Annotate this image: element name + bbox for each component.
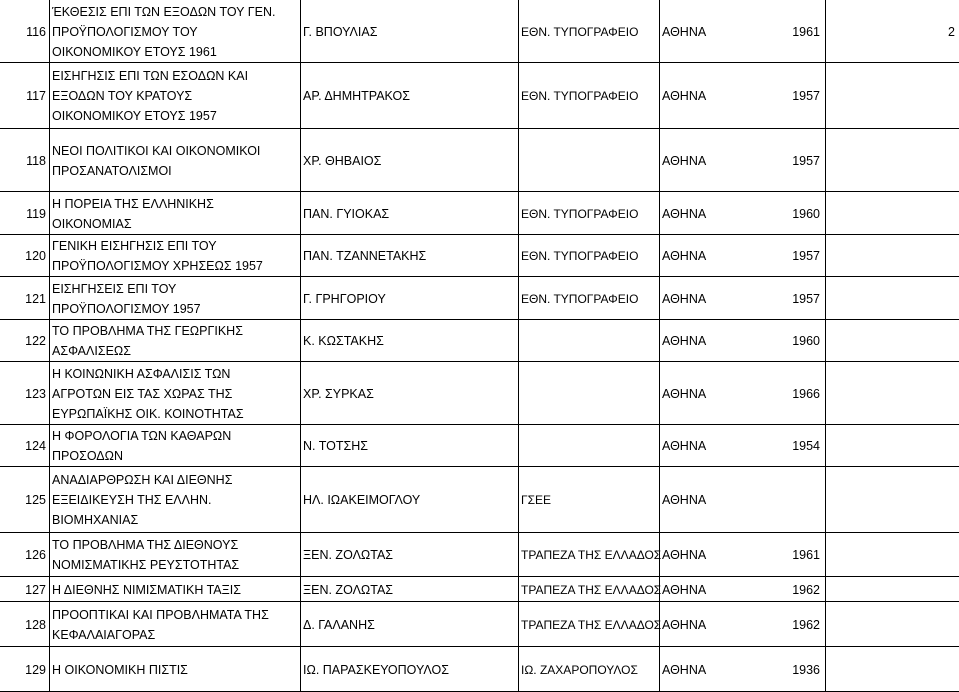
author: ΞΕΝ. ΖΟΛΩΤΑΣ bbox=[303, 548, 394, 562]
copies: 2 bbox=[948, 24, 955, 39]
book-title-line: ΤΟ ΠΡΟΒΛΗΜΑ ΤΗΣ ΔΙΕΘΝΟΥΣ bbox=[52, 538, 239, 552]
year: 1960 bbox=[792, 206, 820, 221]
year: 1962 bbox=[792, 582, 820, 597]
city: ΑΘΗΝΑ bbox=[662, 334, 707, 348]
row-number: 125 bbox=[25, 493, 46, 507]
year: 1966 bbox=[792, 386, 820, 401]
table-row bbox=[0, 577, 959, 602]
book-title bbox=[50, 362, 298, 425]
city: ΑΘΗΝΑ bbox=[662, 24, 707, 39]
book-title-line: ΕΞΕΙΔΙΚΕΥΣΗ ΤΗΣ ΕΛΛΗΝ. bbox=[52, 493, 212, 507]
copies bbox=[826, 277, 959, 320]
author: Γ. ΒΠΟΥΛΙΑΣ bbox=[303, 24, 378, 39]
book-title-line: Η ΦΟΡΟΛΟΓΙΑ ΤΩΝ ΚΑΘΑΡΩΝ bbox=[52, 429, 232, 443]
publisher bbox=[519, 362, 658, 425]
book-title-line: ΕΞΟΔΩΝ ΤΟΥ ΚΡΑΤΟΥΣ bbox=[52, 89, 193, 103]
table-row bbox=[0, 425, 959, 467]
publisher: ΤΡΑΠΕΖΑ ΤΗΣ ΕΛΛΑΔΟΣ bbox=[521, 617, 662, 632]
book-title bbox=[50, 602, 298, 647]
book-title bbox=[50, 533, 298, 577]
publisher: ΓΣΕΕ bbox=[521, 493, 552, 507]
publisher: ΙΩ. ΖΑΧΑΡΟΠΟΥΛΟΣ bbox=[521, 662, 638, 677]
book-title bbox=[50, 129, 298, 192]
copies bbox=[826, 577, 959, 602]
book-title bbox=[50, 577, 298, 602]
book-title bbox=[50, 467, 298, 533]
author: ΙΩ. ΠΑΡΑΣΚΕΥΟΠΟΥΛΟΣ bbox=[303, 662, 449, 677]
year: 1954 bbox=[792, 439, 820, 453]
author: Γ. ΓΡΗΓΟΡΙΟΥ bbox=[303, 291, 386, 306]
book-title-line: ΠΡΟΫΠΟΛΟΓΙΣΜΟΥ ΤΟΥ bbox=[52, 24, 198, 39]
table-row bbox=[0, 467, 959, 533]
copies bbox=[826, 63, 959, 129]
city: ΑΘΗΝΑ bbox=[662, 548, 707, 562]
row-number: 128 bbox=[25, 617, 46, 632]
table-row bbox=[0, 533, 959, 577]
table-row bbox=[0, 63, 959, 129]
publisher: ΕΘΝ. ΤΥΠΟΓΡΑΦΕΙΟ bbox=[521, 24, 639, 39]
city: ΑΘΗΝΑ bbox=[662, 582, 707, 597]
copies bbox=[826, 425, 959, 467]
year: 1957 bbox=[792, 89, 820, 103]
table-row bbox=[0, 0, 959, 63]
author: Δ. ΓΑΛΑΝΗΣ bbox=[303, 617, 375, 632]
copies bbox=[826, 362, 959, 425]
book-title-line: Η ΟΙΚΟΝΟΜΙΚΗ ΠΙΣΤΙΣ bbox=[52, 662, 188, 677]
city: ΑΘΗΝΑ bbox=[662, 291, 707, 306]
book-title-line: Η ΔΙΕΘΝΗΣ ΝΙΜΙΣΜΑΤΙΚΗ ΤΑΞΙΣ bbox=[52, 582, 241, 597]
row-number: 123 bbox=[25, 386, 46, 401]
row-number: 119 bbox=[26, 206, 46, 221]
row-number: 127 bbox=[25, 582, 46, 597]
table-row bbox=[0, 235, 959, 277]
book-title-line: ΝΟΜΙΣΜΑΤΙΚΗΣ ΡΕΥΣΤΟΤΗΤΑΣ bbox=[52, 558, 240, 572]
city: ΑΘΗΝΑ bbox=[662, 493, 707, 507]
publisher: ΤΡΑΠΕΖΑ ΤΗΣ ΕΛΛΑΔΟΣ bbox=[521, 582, 662, 597]
table-row bbox=[0, 320, 959, 362]
row-number: 116 bbox=[26, 24, 46, 39]
year: 1962 bbox=[792, 617, 820, 632]
book-title bbox=[50, 63, 298, 129]
book-title-line: ΝΕΟΙ ΠΟΛΙΤΙΚΟΙ ΚΑΙ ΟΙΚΟΝΟΜΙΚΟΙ bbox=[52, 143, 261, 158]
book-title-line: ΠΡΟΣΑΝΑΤΟΛΙΣΜΟΙ bbox=[52, 163, 172, 178]
book-title-line: Η ΠΟΡΕΙΑ ΤΗΣ ΕΛΛΗΝΙΚΗΣ bbox=[52, 196, 214, 211]
book-title-line: ΟΙΚΟΝΟΜΙΚΟΥ ΕΤΟΥΣ 1957 bbox=[52, 109, 217, 123]
table-row bbox=[0, 129, 959, 192]
book-title-line: ΠΡΟΟΠΤΙΚΑΙ ΚΑΙ ΠΡΟΒΛΗΜΑΤΑ ΤΗΣ bbox=[52, 607, 269, 622]
book-title-line: ΠΡΟΣΟΔΩΝ bbox=[52, 449, 123, 463]
city: ΑΘΗΝΑ bbox=[662, 662, 707, 677]
year: 1957 bbox=[792, 291, 820, 306]
row-number: 120 bbox=[25, 249, 46, 263]
author: ΠΑΝ. ΤΖΑΝΝΕΤΑΚΗΣ bbox=[303, 249, 427, 263]
publisher bbox=[519, 129, 658, 192]
book-title bbox=[50, 192, 298, 235]
book-title bbox=[50, 320, 298, 362]
book-title-line: ΓΕΝΙΚΗ ΕΙΣΗΓΗΣΙΣ ΕΠΙ ΤΟΥ bbox=[52, 239, 217, 253]
copies bbox=[826, 647, 959, 692]
book-title-line: ΟΙΚΟΝΟΜΙΑΣ bbox=[52, 216, 132, 231]
book-title-line: ΕΙΣΗΓΗΣΕΙΣ ΕΠΙ ΤΟΥ bbox=[52, 281, 177, 296]
book-title bbox=[50, 235, 298, 277]
row-number: 121 bbox=[25, 291, 46, 306]
book-title bbox=[50, 647, 298, 692]
author: ΠΑΝ. ΓΥΙΟΚΑΣ bbox=[303, 206, 390, 221]
copies bbox=[826, 602, 959, 647]
book-title bbox=[50, 0, 298, 63]
year: 1961 bbox=[792, 24, 820, 39]
author: Κ. ΚΩΣΤΑΚΗΣ bbox=[303, 334, 384, 348]
table-row bbox=[0, 277, 959, 320]
table-row bbox=[0, 192, 959, 235]
author: ΗΛ. ΙΩΑΚΕΙΜΟΓΛΟΥ bbox=[303, 493, 421, 507]
author: Ν. ΤΟΤΣΗΣ bbox=[303, 439, 368, 453]
year: 1936 bbox=[792, 662, 820, 677]
publisher bbox=[519, 425, 658, 467]
city: ΑΘΗΝΑ bbox=[662, 206, 707, 221]
copies bbox=[826, 192, 959, 235]
year bbox=[740, 467, 824, 533]
book-title-line: ΠΡΟΫΠΟΛΟΓΙΣΜΟΥ ΧΡΗΣΕΩΣ 1957 bbox=[52, 259, 263, 273]
book-title-line: ΠΡΟΫΠΟΛΟΓΙΣΜΟΥ 1957 bbox=[52, 301, 201, 316]
year: 1957 bbox=[792, 153, 820, 168]
publisher: ΤΡΑΠΕΖΑ ΤΗΣ ΕΛΛΑΔΟΣ bbox=[521, 548, 662, 562]
row-number: 117 bbox=[26, 89, 46, 103]
row-number: 126 bbox=[25, 548, 46, 562]
year: 1961 bbox=[792, 548, 820, 562]
book-title bbox=[50, 277, 298, 320]
city: ΑΘΗΝΑ bbox=[662, 153, 707, 168]
book-title-line: ΤΟ ΠΡΟΒΛΗΜΑ ΤΗΣ ΓΕΩΡΓΙΚΗΣ bbox=[52, 324, 243, 338]
table-row bbox=[0, 362, 959, 425]
author: ΞΕΝ. ΖΟΛΩΤΑΣ bbox=[303, 582, 394, 597]
book-title-line: ΑΓΡΟΤΩΝ ΕΙΣ ΤΑΣ ΧΩΡΑΣ ΤΗΣ bbox=[52, 386, 233, 401]
copies bbox=[826, 320, 959, 362]
author: ΧΡ. ΣΥΡΚΑΣ bbox=[303, 386, 374, 401]
book-title-line: Η ΚΟΙΝΩΝΙΚΗ ΑΣΦΑΛΙΣΙΣ ΤΩΝ bbox=[52, 366, 231, 381]
city: ΑΘΗΝΑ bbox=[662, 89, 707, 103]
city: ΑΘΗΝΑ bbox=[662, 439, 707, 453]
book-title-line: ΒΙΟΜΗΧΑΝΙΑΣ bbox=[52, 513, 139, 527]
copies bbox=[826, 467, 959, 533]
publisher: ΕΘΝ. ΤΥΠΟΓΡΑΦΕΙΟ bbox=[521, 249, 639, 263]
copies bbox=[826, 235, 959, 277]
author: ΑΡ. ΔΗΜΗΤΡΑΚΟΣ bbox=[303, 89, 410, 103]
copies bbox=[826, 533, 959, 577]
table-row bbox=[0, 602, 959, 647]
book-title-line: ΑΝΑΔΙΑΡΘΡΩΣΗ ΚΑΙ ΔΙΕΘΝΗΣ bbox=[52, 473, 233, 487]
book-title-line: ΑΣΦΑΛΙΣΕΩΣ bbox=[52, 344, 131, 358]
city: ΑΘΗΝΑ bbox=[662, 386, 707, 401]
row-number: 122 bbox=[25, 334, 46, 348]
city: ΑΘΗΝΑ bbox=[662, 249, 707, 263]
publisher: ΕΘΝ. ΤΥΠΟΓΡΑΦΕΙΟ bbox=[521, 206, 639, 221]
row-number: 124 bbox=[25, 439, 46, 453]
book-title-line: ΚΕΦΑΛΑΙΑΓΟΡΑΣ bbox=[52, 627, 156, 642]
copies bbox=[826, 129, 959, 192]
book-title bbox=[50, 425, 298, 467]
year: 1960 bbox=[792, 334, 820, 348]
author: ΧΡ. ΘΗΒΑΙΟΣ bbox=[303, 153, 382, 168]
publisher bbox=[519, 320, 658, 362]
publisher: ΕΘΝ. ΤΥΠΟΓΡΑΦΕΙΟ bbox=[521, 89, 639, 103]
table-row bbox=[0, 647, 959, 692]
book-title-line: ΈΚΘΕΣΙΣ ΕΠΙ ΤΩΝ ΕΞΟΔΩΝ ΤΟΥ ΓΕΝ. bbox=[52, 4, 276, 19]
book-title-line: ΟΙΚΟΝΟΜΙΚΟΥ ΕΤΟΥΣ 1961 bbox=[52, 44, 217, 59]
row-number: 118 bbox=[26, 153, 46, 168]
publisher: ΕΘΝ. ΤΥΠΟΓΡΑΦΕΙΟ bbox=[521, 291, 639, 306]
book-title-line: ΕΙΣΗΓΗΣΙΣ ΕΠΙ ΤΩΝ ΕΣΟΔΩΝ ΚΑΙ bbox=[52, 69, 249, 83]
row-number: 129 bbox=[25, 662, 46, 677]
city: ΑΘΗΝΑ bbox=[662, 617, 707, 632]
book-title-line: ΕΥΡΩΠΑΪΚΗΣ ΟΙΚ. ΚΟΙΝΟΤΗΤΑΣ bbox=[52, 406, 244, 421]
year: 1957 bbox=[792, 249, 820, 263]
